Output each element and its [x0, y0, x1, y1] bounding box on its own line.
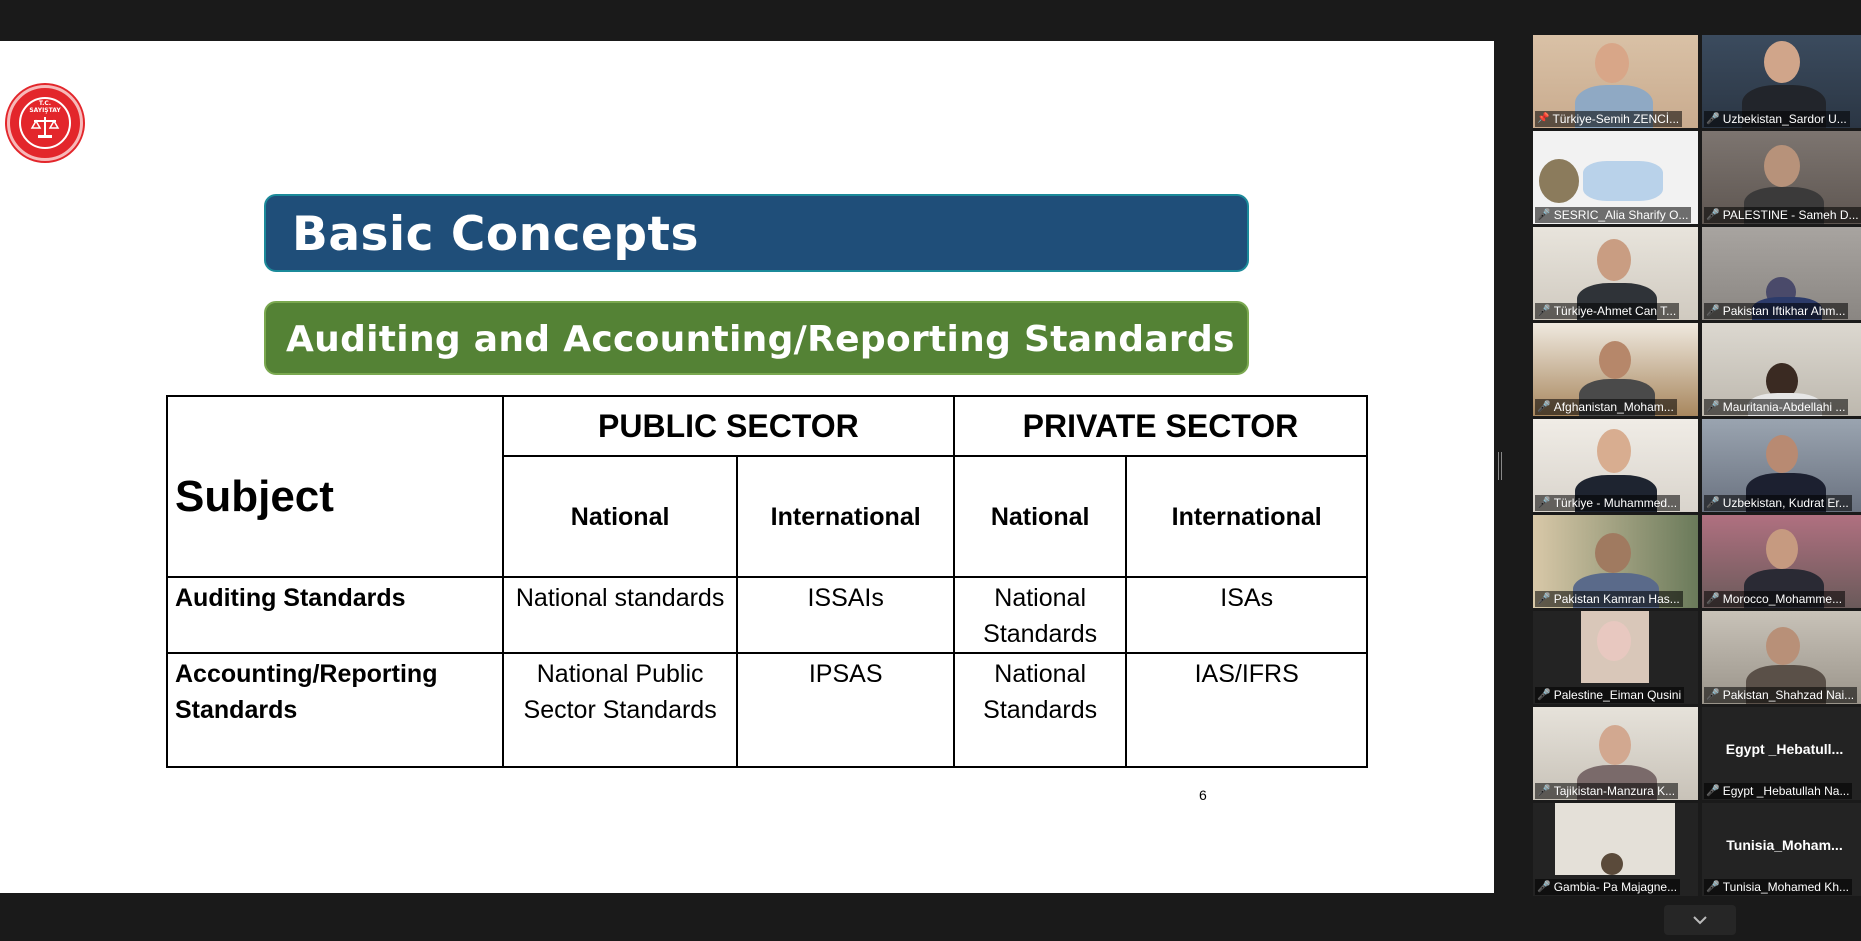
public-sector-header: PUBLIC SECTOR: [503, 396, 954, 456]
participant-name: Gambia- Pa Majagne...: [1553, 880, 1678, 894]
table-cell: IAS/IFRS: [1126, 653, 1367, 767]
participant-name: Uzbekistan, Kudrat Er...: [1722, 496, 1849, 510]
participant-tile[interactable]: 🎤 Morocco_Mohamme...: [1702, 515, 1861, 608]
slide-subtitle: Auditing and Accounting/Reporting Standards: [286, 319, 1235, 360]
participant-name: Afghanistan_Moham...: [1553, 400, 1674, 414]
slide-title-banner: [264, 194, 1249, 272]
table-row-label: Accounting/Reporting Standards: [167, 653, 503, 767]
participant-tile[interactable]: 🎤 Mauritania-Abdellahi ...: [1702, 323, 1861, 416]
standards-table: [166, 395, 1368, 768]
participant-name: Tunisia_Mohamed Kh...: [1722, 880, 1849, 894]
table-cell: National Standards: [954, 577, 1126, 653]
subject-header: Subject: [167, 396, 503, 577]
participant-display-name: Tunisia_Moham...: [1726, 837, 1843, 853]
participant-tile[interactable]: 🎤 Pakistan_Shahzad Nai...: [1702, 611, 1861, 704]
participant-name: Türkiye - Muhammed...: [1553, 496, 1678, 510]
participant-name: Morocco_Mohamme...: [1722, 592, 1843, 606]
chevron-down-icon: [1692, 915, 1708, 925]
participant-tile[interactable]: 🎤 Tajikistan-Manzura K...: [1533, 707, 1698, 800]
gallery-scroll-down-button[interactable]: [1664, 905, 1736, 935]
participant-tile[interactable]: 🎤 PALESTINE - Sameh D...: [1702, 131, 1861, 224]
participant-tile[interactable]: 🎤 Afghanistan_Moham...: [1533, 323, 1698, 416]
participant-name: Egypt _Hebatullah Na...: [1722, 784, 1850, 798]
participant-name: Uzbekistan_Sardor U...: [1722, 112, 1847, 126]
participant-tile[interactable]: 🎤 Gambia- Pa Majagne...: [1533, 803, 1698, 896]
participant-name: Türkiye-Ahmet Can T...: [1553, 304, 1677, 318]
participant-name: Palestine_Eiman Qusini: [1553, 688, 1682, 702]
participant-tile[interactable]: 🎤 SESRIC_Alia Sharify O...: [1533, 131, 1698, 224]
participant-name: Pakistan_Shahzad Nai...: [1722, 688, 1855, 702]
private-national-header: National: [954, 456, 1126, 577]
slide-subtitle-banner: [264, 301, 1249, 375]
participant-tile[interactable]: 📌 Türkiye-Semih ZENCİ...: [1533, 35, 1698, 128]
private-sector-header: PRIVATE SECTOR: [954, 396, 1367, 456]
table-cell: IPSAS: [737, 653, 954, 767]
participant-tile[interactable]: 🎤 Türkiye - Muhammed...: [1533, 419, 1698, 512]
participant-name: Pakistan Iftikhar Ahm...: [1722, 304, 1846, 318]
participant-tile[interactable]: 🎤 Palestine_Eiman Qusini: [1533, 611, 1698, 704]
resize-handle[interactable]: [1498, 452, 1502, 480]
participant-tile[interactable]: Tunisia_Moham... 🎤 Tunisia_Mohamed Kh...: [1702, 803, 1861, 896]
table-cell: National Public Sector Standards: [503, 653, 738, 767]
participant-tile[interactable]: 🎤 Türkiye-Ahmet Can T...: [1533, 227, 1698, 320]
participant-tile[interactable]: 🎤 Uzbekistan_Sardor U...: [1702, 35, 1861, 128]
table-cell: ISAs: [1126, 577, 1367, 653]
table-cell: ISSAIs: [737, 577, 954, 653]
table-row-label: Auditing Standards: [167, 577, 503, 653]
participant-name: Pakistan Kamran Has...: [1553, 592, 1680, 606]
public-international-header: International: [737, 456, 954, 577]
public-national-header: National: [503, 456, 738, 577]
participant-tile[interactable]: 🎤 Uzbekistan, Kudrat Er...: [1702, 419, 1861, 512]
participant-display-name: Egypt _Hebatull...: [1725, 741, 1844, 757]
table-cell: National Standards: [954, 653, 1126, 767]
participant-name: Mauritania-Abdellahi ...: [1722, 400, 1846, 414]
participant-name: SESRIC_Alia Sharify O...: [1553, 208, 1689, 222]
slide-page-number: 6: [1199, 787, 1207, 803]
private-international-header: International: [1126, 456, 1367, 577]
slide-title: Basic Concepts: [292, 207, 699, 262]
shared-slide: [0, 41, 1494, 893]
participant-tile[interactable]: 🎤 Pakistan Iftikhar Ahm...: [1702, 227, 1861, 320]
participant-name: Türkiye-Semih ZENCİ...: [1552, 112, 1680, 126]
participant-name: Tajikistan-Manzura K...: [1553, 784, 1676, 798]
participant-tile[interactable]: 🎤 Pakistan Kamran Has...: [1533, 515, 1698, 608]
participant-name: PALESTINE - Sameh D...: [1722, 208, 1859, 222]
participant-tile[interactable]: Egypt _Hebatull... 🎤 Egypt _Hebatullah Na...: [1702, 707, 1861, 800]
table-cell: National standards: [503, 577, 738, 653]
sayistay-logo: T.C. SAYIŞTAY: [7, 85, 83, 161]
